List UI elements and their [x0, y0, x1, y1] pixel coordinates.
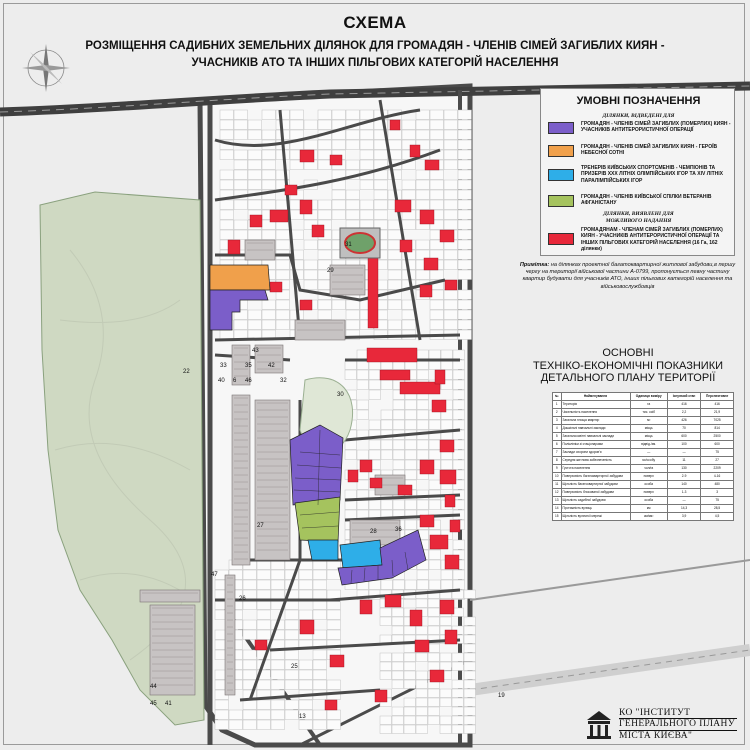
- red-plot: [380, 370, 410, 380]
- red-plot: [445, 555, 459, 569]
- table-row: [553, 481, 734, 489]
- table-cell: 814: [701, 425, 734, 433]
- block-number: 42: [268, 363, 275, 369]
- block-number: 35: [245, 363, 252, 369]
- table-cell: Густота населення: [561, 465, 630, 473]
- table-cell: Заклади охорони здоров'я: [561, 449, 630, 457]
- table-row: [553, 473, 734, 481]
- table-row: [553, 417, 734, 425]
- table-header-cell: Перспективне: [701, 393, 734, 401]
- red-plot: [432, 400, 446, 412]
- indicators-title: [518, 347, 738, 385]
- table-cell: 2500: [701, 433, 734, 441]
- table-cell: м²: [630, 417, 667, 425]
- table-cell: Щільність вуличної мережі: [561, 513, 630, 521]
- legend-item-text: ГРОМАДЯН - ЧЛЕНІВ СІМЕЙ ЗАГИБЛИХ КИЯН - ГЕРОЇВ НЕБЕСНОЇ СОТНІ: [581, 144, 718, 157]
- red-plot: [368, 248, 378, 328]
- red-plot: [410, 145, 420, 157]
- table-cell: 13: [553, 497, 562, 505]
- table-cell: Поліклініки зі стаціонарами: [561, 441, 630, 449]
- block-number: 41: [165, 701, 172, 707]
- table-cell: місць: [630, 433, 667, 441]
- table-cell: Загальна площа квартир: [561, 417, 630, 425]
- legend-subheading-allocated: ДІЛЯНКИ, ВІДВЕДЕНІ ДЛЯ: [602, 113, 675, 119]
- table-cell: Поверховість блокованої забудови: [561, 489, 630, 497]
- table-row: [553, 409, 734, 417]
- scheme-heading: СХЕМА: [343, 13, 407, 32]
- table-cell: відвід./зм.: [630, 441, 667, 449]
- table-cell: Щільність багатоквартирної забудови: [561, 481, 630, 489]
- red-plot: [360, 460, 372, 472]
- red-plot: [440, 230, 454, 242]
- table-cell: Поверховість багатоквартирної забудови: [561, 473, 630, 481]
- block-number: 22: [183, 369, 190, 375]
- institute-stamp: [585, 705, 737, 745]
- red-plot: [375, 690, 387, 702]
- table-row: [553, 505, 734, 513]
- red-plot: [348, 470, 358, 482]
- red-plot: [385, 595, 401, 607]
- table-cell: 1-3: [667, 489, 700, 497]
- table-cell: 3: [553, 417, 562, 425]
- legend-heading: УМОВНІ ПОЗНАЧЕННЯ: [576, 95, 701, 107]
- table-row: [553, 489, 734, 497]
- table-cell: Дошкільні навчальні заклади: [561, 425, 630, 433]
- table-cell: поверх: [630, 473, 667, 481]
- table-header-cell: №: [553, 393, 562, 401]
- indicators-title-line2: ТЕХНІКО-ЕКОНОМІЧНІ ПОКАЗНИКИ: [532, 359, 724, 372]
- red-plot: [330, 655, 344, 667]
- block-number: 31: [345, 242, 352, 248]
- legend-item-text: ГРОМАДЯН - ЧЛЕНІВ КИЇВСЬКОЇ СПІЛКИ ВЕТЕРАНІВ АФГАНІСТАНУ: [581, 194, 712, 207]
- red-plot: [440, 470, 456, 484]
- red-plot: [440, 600, 454, 614]
- red-plot: [415, 640, 429, 652]
- table-cell: 11: [667, 457, 700, 465]
- table-cell: Середня житлова забезпеченість: [561, 457, 630, 465]
- block-number: 6: [233, 378, 237, 384]
- indicators-table: [552, 392, 734, 521]
- red-plot: [325, 700, 337, 710]
- note-label: Примітка:: [519, 262, 550, 268]
- scheme-title-line1: РОЗМІЩЕННЯ САДИБНИХ ЗЕМЕЛЬНИХ ДІЛЯНОК ДЛЯ ГРОМАДЯН - ЧЛЕНІВ СІМЕЙ ЗАГИБЛИХ КИЯН -: [85, 40, 665, 52]
- table-row: [553, 449, 734, 457]
- legend-swatch-green: [548, 195, 574, 207]
- table-cell: 100: [667, 441, 700, 449]
- table-cell: 21,9: [701, 409, 734, 417]
- table-cell: 416: [667, 401, 700, 409]
- red-plot: [445, 630, 457, 644]
- red-plot: [370, 478, 382, 488]
- red-plot: [430, 535, 448, 549]
- table-row: [553, 401, 734, 409]
- red-plot: [395, 200, 411, 212]
- table-cell: 2-9: [667, 473, 700, 481]
- table-cell: поверх: [630, 489, 667, 497]
- north-arrow-icon: [18, 40, 74, 96]
- legend-swatch-purple: [548, 122, 574, 134]
- table-cell: 75: [701, 449, 734, 457]
- red-plot: [250, 215, 262, 227]
- red-plot: [398, 485, 412, 495]
- table-cell: 480: [701, 481, 734, 489]
- block-number: 45: [150, 701, 157, 707]
- table-cell: місць: [630, 425, 667, 433]
- block-number: 30: [337, 392, 344, 398]
- block-number: 25: [291, 664, 298, 670]
- table-cell: —: [667, 449, 700, 457]
- red-plot: [420, 210, 434, 224]
- table-cell: 11: [553, 481, 562, 489]
- table-row: [553, 513, 734, 521]
- red-plot: [424, 258, 438, 270]
- block-number: 33: [220, 363, 227, 369]
- block-number: 44: [150, 684, 157, 690]
- table-cell: км/км²: [630, 513, 667, 521]
- table-cell: Чисельність населення: [561, 409, 630, 417]
- block-number: 46: [245, 378, 252, 384]
- table-cell: 6: [553, 441, 562, 449]
- table-row: [553, 425, 734, 433]
- block-number: 40: [218, 378, 225, 384]
- table-cell: 28,5: [701, 505, 734, 513]
- table-cell: 8: [553, 457, 562, 465]
- table-cell: 416: [701, 401, 734, 409]
- table-header-cell: Існуючий стан: [667, 393, 700, 401]
- table-row: [553, 433, 734, 441]
- table-header-cell: Найменування: [561, 393, 630, 401]
- table-cell: 14,3: [667, 505, 700, 513]
- table-row: [553, 441, 734, 449]
- red-plot: [367, 348, 417, 362]
- block-number: 27: [257, 523, 264, 529]
- table-cell: тис. осіб: [630, 409, 667, 417]
- table-cell: —: [667, 497, 700, 505]
- red-plot: [425, 160, 439, 170]
- table-cell: га: [630, 401, 667, 409]
- legend-subheading-identified: ДІЛЯНКИ, ВИЯВЛЕНІ ДЛЯ МОЖЛИВОГО НАДАННЯ: [603, 211, 674, 224]
- red-plot: [312, 225, 324, 237]
- legend-swatch-orange: [548, 145, 574, 157]
- indicators-title-line3: ДЕТАЛЬНОГО ПЛАНУ ТЕРИТОРІЇ: [540, 372, 716, 385]
- institute-line3: МІСТА КИЄВА": [619, 731, 693, 741]
- table-cell: 5: [553, 433, 562, 441]
- block-number: 29: [327, 268, 334, 274]
- block-number: 47: [211, 572, 218, 578]
- table-cell: особа: [630, 497, 667, 505]
- red-plot: [420, 285, 432, 297]
- institute-logo-icon: [585, 708, 613, 740]
- table-cell: 1: [553, 401, 562, 409]
- red-plot: [330, 155, 342, 165]
- note-text: на ділянках проектної багатоквартирної житлової забудови,в першу чергу на території військової частини А-0799, пропонується певну частину квартир будувати для учасників АТО, інших пільгових категорій населення та військовослужбовців: [522, 262, 736, 290]
- legend-item-text: ГРОМАДЯН - ЧЛЕНІВ СІМЕЙ ЗАГИБЛИХ (ПОМЕРЛИХ) КИЯН - УЧАСНИКІВ АНТИТЕРОРИСТИЧНОЇ ОПЕРАЦІЇ: [581, 121, 731, 134]
- table-cell: 75: [701, 497, 734, 505]
- red-plot: [410, 610, 422, 626]
- table-cell: 130: [667, 465, 700, 473]
- red-plot: [435, 370, 445, 384]
- legend-swatch-blue: [548, 169, 574, 181]
- block-number: 43: [252, 348, 259, 354]
- table-cell: 3,9: [667, 513, 700, 521]
- red-plot: [228, 240, 240, 254]
- table-cell: Протяжність вулиць: [561, 505, 630, 513]
- red-plot: [400, 382, 440, 394]
- table-cell: 7: [553, 449, 562, 457]
- block-number: 13: [299, 714, 306, 720]
- red-plot: [270, 282, 282, 292]
- legend-item-text: ГРОМАДЯНАМ - ЧЛЕНАМ СІМЕЙ ЗАГИБЛИХ (ПОМЕРЛИХ) КИЯН - УЧАСНИКІВ АНТИТЕРОРИСТИЧНОЇ ОПЕРАЦІЇ ТА ІНШИХ ПІЛЬГОВИХ КАТЕГОРІЙ НАСЕЛЕННЯ (16 Га, 162 ділянки): [581, 227, 723, 252]
- red-plot: [400, 240, 412, 252]
- red-plot: [420, 460, 434, 474]
- legend: [540, 88, 735, 256]
- table-cell: 2: [553, 409, 562, 417]
- table-cell: 12: [553, 489, 562, 497]
- table-cell: м²/особу: [630, 457, 667, 465]
- table-cell: 2209: [701, 465, 734, 473]
- table-cell: 426: [667, 417, 700, 425]
- table-row: [553, 497, 734, 505]
- blue-plots-east: [340, 540, 382, 568]
- table-cell: особа: [630, 481, 667, 489]
- table-cell: —: [630, 449, 667, 457]
- table-cell: км: [630, 505, 667, 513]
- block-number: 26: [239, 596, 246, 602]
- block-number: 32: [280, 378, 287, 384]
- red-plot: [445, 280, 457, 290]
- red-plot: [300, 200, 312, 214]
- orange-plots: [210, 265, 270, 290]
- table-cell: 140: [667, 481, 700, 489]
- scheme-title-line2: УЧАСНИКІВ АТО ТА ІНШИХ ПІЛЬГОВИХ КАТЕГОРІЙ НАСЕЛЕННЯ: [191, 57, 559, 69]
- institute-line2: ГЕНЕРАЛЬНОГО ПЛАНУ: [619, 719, 735, 729]
- block-number: 36: [395, 527, 402, 533]
- table-cell: 27: [701, 457, 734, 465]
- table-cell: чол/га: [630, 465, 667, 473]
- red-plot: [445, 495, 455, 507]
- table-cell: 70: [667, 425, 700, 433]
- table-cell: 4: [553, 425, 562, 433]
- table-row: [553, 465, 734, 473]
- table-cell: 7025: [701, 417, 734, 425]
- table-cell: 9: [553, 465, 562, 473]
- red-plot: [450, 520, 460, 532]
- table-row: [553, 457, 734, 465]
- red-plot: [300, 620, 314, 634]
- red-plot: [300, 150, 314, 162]
- table-cell: Щільність садибної забудови: [561, 497, 630, 505]
- table-cell: 4-16: [701, 473, 734, 481]
- table-cell: 4,5: [701, 513, 734, 521]
- institute-line1: КО "ІНСТИТУТ: [619, 708, 691, 718]
- green-plots: [295, 497, 340, 542]
- indicators-title-line1: ОСНОВНІ: [602, 347, 654, 359]
- red-plot: [420, 515, 434, 527]
- red-plot: [440, 440, 454, 452]
- block-number: 28: [370, 529, 377, 535]
- table-cell: 600: [667, 433, 700, 441]
- red-plot: [360, 600, 372, 614]
- red-plot: [255, 640, 267, 650]
- table-cell: Загальноосвітні навчальні заклади: [561, 433, 630, 441]
- note: [515, 262, 740, 291]
- red-plot: [430, 670, 444, 682]
- legend-swatch-red: [548, 233, 574, 245]
- red-plot: [270, 210, 288, 222]
- red-plot: [390, 120, 400, 130]
- table-cell: 10: [553, 473, 562, 481]
- blue-plots-west: [308, 540, 338, 560]
- red-plot: [285, 185, 297, 195]
- table-cell: 2,2: [667, 409, 700, 417]
- table-cell: Територія: [561, 401, 630, 409]
- table-header-cell: Одиниця виміру: [630, 393, 667, 401]
- legend-item-text: ТРЕНЕРІВ КИЇВСЬКИХ СПОРТСМЕНІВ - ЧЕМПІОНІВ ТА ПРИЗЕРІВ XXX ЛІТНІХ ОЛІМПІЙСЬКИХ ІГОР ТА XIV ЛІТНІХ ПАРАЛІМПІЙСЬКИХ ІГОР: [581, 165, 724, 184]
- block-number: 19: [498, 693, 505, 699]
- table-cell: 15: [553, 513, 562, 521]
- table-cell: 600: [701, 441, 734, 449]
- red-plot: [300, 300, 312, 310]
- table-cell: 14: [553, 505, 562, 513]
- table-cell: 3: [701, 489, 734, 497]
